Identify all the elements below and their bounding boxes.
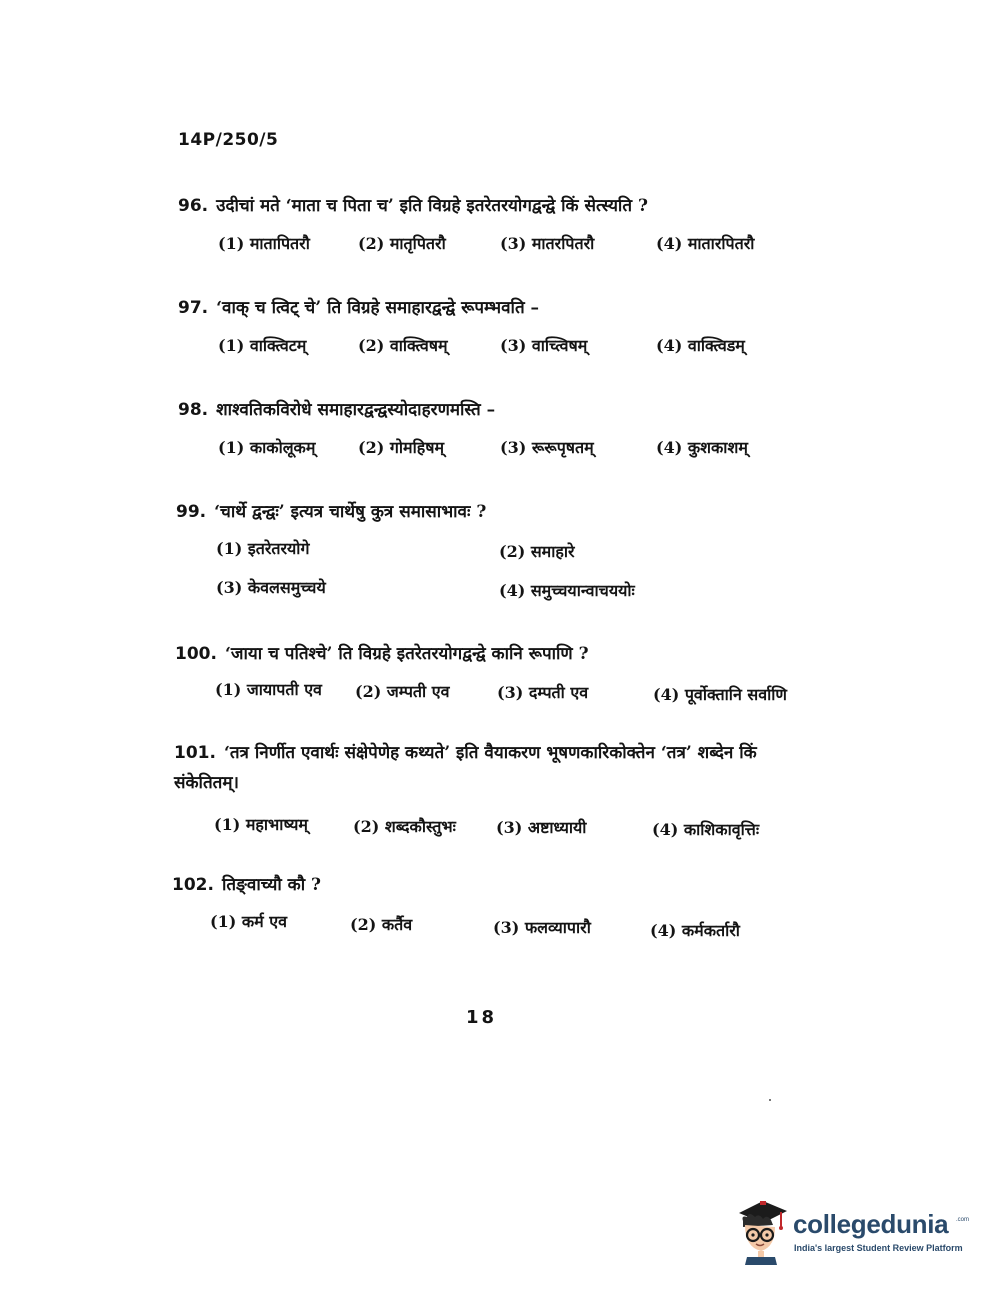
option-100-1: (1) जायापती एव [215, 680, 322, 699]
question-text: उदीचां मते ‘माता च पिता च’ इति विग्रहे इतरेतरयोगद्वन्द्वे किं सेत्स्यति ? [216, 196, 648, 216]
question-text: ‘वाक् च त्विट् चे’ ति विग्रहे समाहारद्वन्द्वे रूपम्भवति – [216, 298, 540, 318]
option-100-4: (4) पूर्वोक्तानि सर्वाणि [653, 685, 787, 704]
question-97 [178, 295, 539, 318]
option-96-4: (4) मातारपितरौ [656, 234, 755, 253]
option-97-4: (4) वाक्त्विडम् [656, 336, 745, 355]
question-text: तिङ्वाच्यौ कौ ? [221, 875, 321, 895]
brand-name: collegedunia [793, 1209, 949, 1239]
option-96-3: (3) मातरपितरौ [500, 234, 595, 253]
mascot-graduate-icon [733, 1195, 791, 1265]
question-96 [178, 193, 648, 216]
question-text: ‘जाया च पतिश्चे’ ति विग्रहे इतरेतरयोगद्वन्द्वे कानि रूपाणि ? [224, 644, 589, 664]
option-102-3: (3) फलव्यापारौ [493, 918, 591, 937]
option-98-1: (1) काकोलूकम् [218, 438, 316, 457]
option-101-1: (1) महाभाष्यम् [214, 815, 308, 834]
collegedunia-watermark [733, 1195, 968, 1265]
question-98 [178, 397, 495, 420]
question-text: शाश्वतिकविरोधे समाहारद्वन्द्वस्योदाहरणमस्ति – [216, 400, 496, 420]
scan-speck [769, 1099, 771, 1101]
option-97-2: (2) वाक्त्विषम् [358, 336, 448, 355]
option-101-3: (3) अष्टाध्यायी [496, 818, 587, 837]
page-number: 18 [466, 1007, 498, 1028]
option-99-4: (4) समुच्चयान्वाचययोः [499, 581, 635, 600]
option-102-4: (4) कर्मकर्तारौ [650, 921, 740, 940]
question-100 [175, 641, 589, 664]
option-102-2: (2) कर्तैव [350, 915, 413, 934]
option-101-2: (2) शब्दकौस्तुभः [353, 817, 456, 836]
question-number: 97. [178, 298, 209, 318]
option-96-2: (2) मातृपितरौ [358, 234, 446, 253]
question-102 [172, 872, 321, 895]
option-100-3: (3) दम्पती एव [497, 683, 589, 702]
option-97-3: (3) वाच्त्विषम् [500, 336, 588, 355]
paper-code: 14P/250/5 [178, 130, 279, 150]
question-number: 96. [178, 196, 209, 216]
option-98-2: (2) गोमहिषम् [358, 438, 445, 457]
option-100-2: (2) जम्पती एव [355, 682, 450, 701]
question-number: 100. [175, 644, 217, 664]
question-101 [174, 738, 814, 798]
option-96-1: (1) मातापितरौ [218, 234, 310, 253]
question-text: ‘चार्थे द्वन्द्वः’ इत्यत्र चार्थेषु कुत्र समासाभावः ? [214, 502, 487, 522]
option-99-3: (3) केवलसमुच्चये [216, 578, 326, 597]
question-99 [176, 499, 486, 522]
question-number: 99. [176, 502, 207, 522]
brand-domain-suffix: .com [956, 1217, 970, 1223]
option-98-3: (3) रूरूपृषतम् [500, 438, 594, 457]
option-97-1: (1) वाक्त्विटम् [218, 336, 307, 355]
option-98-4: (4) कुशकाशम् [656, 438, 748, 457]
option-101-4: (4) काशिकावृत्तिः [652, 820, 760, 839]
question-number: 102. [172, 875, 214, 895]
question-number: 98. [178, 400, 209, 420]
option-99-2: (2) समाहारे [499, 542, 575, 561]
question-text: ‘तत्र निर्णीत एवार्थः संक्षेपेणेह कथ्यते’ इति वैयाकरण भूषणकारिकोक्तेन ‘तत्र’ शब्देन किं संकेतितम्। [174, 743, 757, 793]
brand-tagline: India's largest Student Review Platform [794, 1243, 963, 1253]
option-99-1: (1) इतरेतरयोगे [216, 539, 310, 558]
question-number: 101. [174, 743, 216, 763]
option-102-1: (1) कर्म एव [210, 912, 288, 931]
